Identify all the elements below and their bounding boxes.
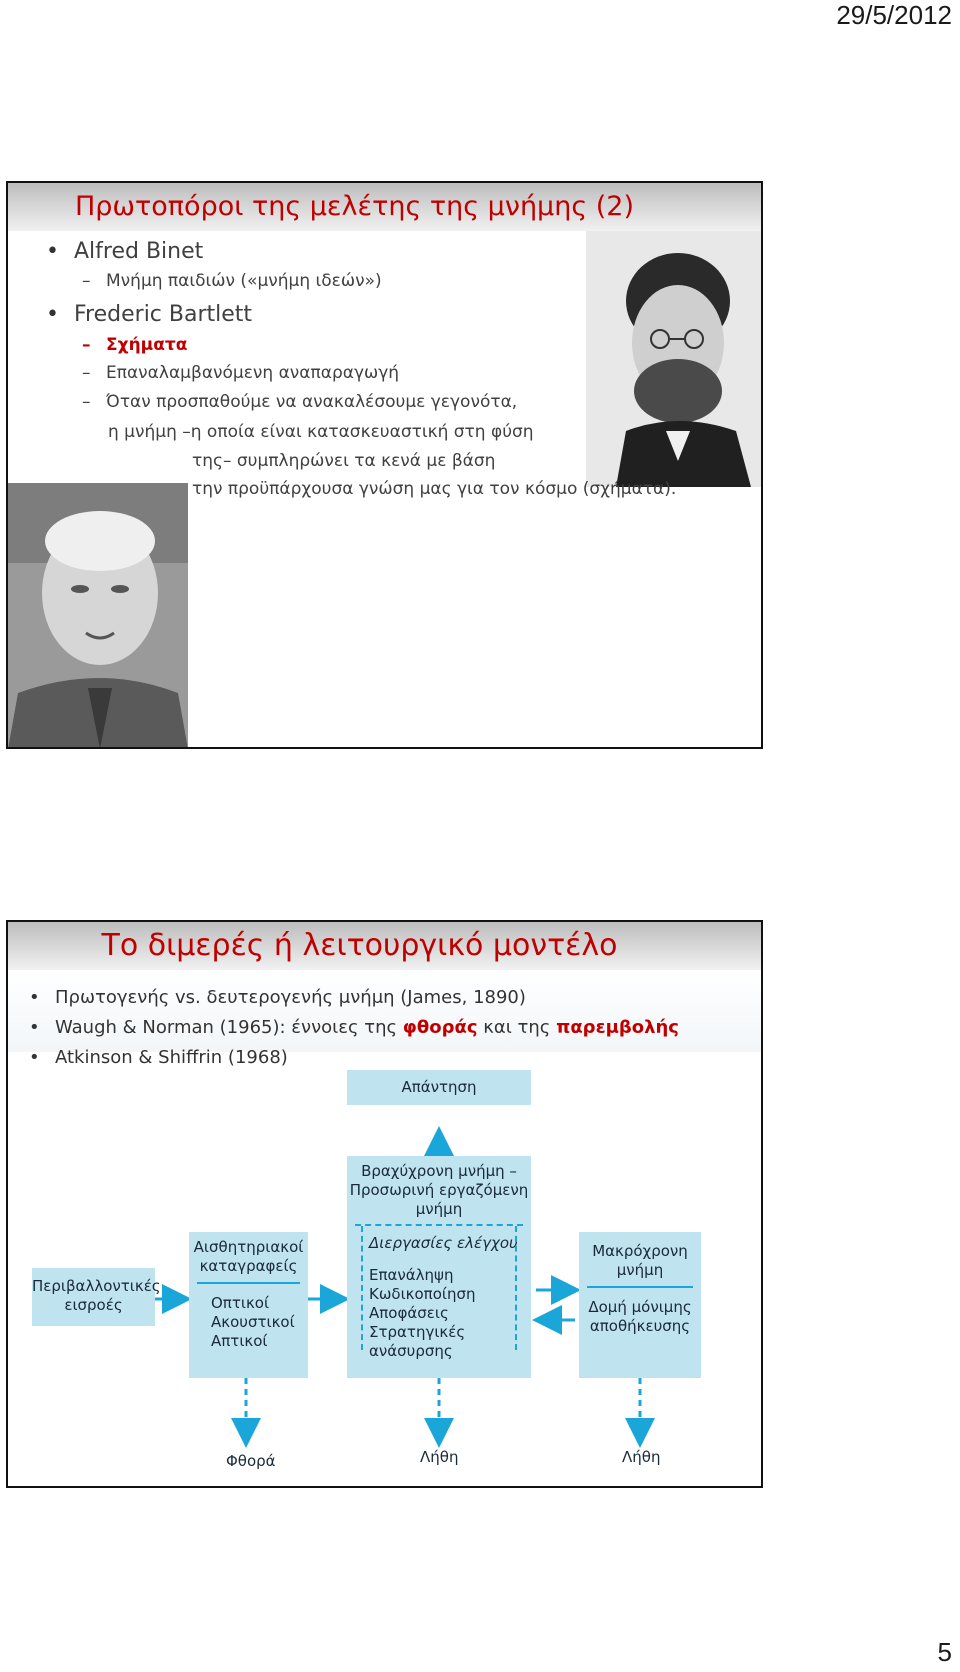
term-decay: φθοράς: [402, 1017, 478, 1038]
sensory-divider: [197, 1282, 300, 1284]
process-decisions: Αποφάσεις: [369, 1304, 449, 1322]
stm-label-2: Προσωρινή εργαζόμενη: [349, 1181, 529, 1199]
bullet-bartlett: • Frederic Bartlett: [46, 302, 253, 327]
response-box: Απάντηση: [347, 1070, 531, 1105]
page-number: 5: [937, 1637, 952, 1667]
sub-bartlett-repeated: – Επαναλαμβανόμενη αναπαραγωγή: [82, 363, 400, 383]
short-term-memory-box: [347, 1156, 531, 1378]
dash-icon: –: [82, 363, 91, 383]
bullet-dot-icon: •: [29, 1017, 40, 1038]
bullet-dot-icon: •: [46, 302, 59, 327]
environmental-inputs-box: Περιβαλλοντικές εισροές: [32, 1268, 155, 1326]
bullet-atkinson-shiffrin: • Atkinson & Shiffrin (1968): [29, 1047, 288, 1068]
slide-1-title: Πρωτοπόροι της μελέτης της μνήμης (2): [74, 191, 635, 222]
stm-label-1: Βραχύχρονη μνήμη –: [361, 1162, 517, 1180]
sub-binet-1: – Μνήμη παιδιών («μνήμη ιδεών»): [82, 271, 382, 291]
control-processes-label: Διεργασίες ελέγχου: [369, 1234, 518, 1252]
sub-bartlett-recall: – Όταν προσπαθούμε να ανακαλέσουμε γεγονότα,: [82, 392, 518, 412]
bullet-dot-icon: •: [29, 987, 40, 1008]
dash-icon: –: [82, 392, 91, 412]
sensory-registers-box: Αισθητηριακοί καταγραφείς Οπτικοί Ακουστικοί Απτικοί: [189, 1232, 308, 1378]
bullet-binet: • Alfred Binet: [46, 239, 204, 264]
continuation-line-1: η μνήμη –η οποία είναι κατασκευαστική στη φύση: [108, 422, 534, 442]
dash-icon: –: [82, 335, 91, 355]
continuation-line-2: της– συμπληρώνει τα κενά με βάση: [192, 451, 496, 471]
sensory-haptic: Απτικοί: [211, 1332, 268, 1350]
sensory-visual: Οπτικοί: [211, 1294, 270, 1312]
bullet-dot-icon: •: [46, 239, 59, 264]
bullet-waugh-norman: • Waugh & Norman (1965): έννοιες της φθοράς και της παρεμβολής: [29, 1017, 679, 1038]
slide-2: [6, 920, 763, 1488]
process-rehearsal: Επανάληψη: [369, 1266, 454, 1284]
ltm-divider: [587, 1286, 693, 1288]
bullet-james: • Πρωτογενής vs. δευτερογενής μνήμη (James, 1890): [29, 987, 526, 1008]
bartlett-portrait: [8, 483, 188, 749]
stm-dashed-border-right: [515, 1226, 517, 1350]
process-encoding: Κωδικοποίηση: [369, 1285, 476, 1303]
sensory-auditory: Ακουστικοί: [211, 1313, 295, 1331]
long-term-memory-box: Μακρόχρονη μνήμη Δομή μόνιμης αποθήκευσης: [579, 1232, 701, 1378]
stm-divider: [355, 1224, 523, 1226]
term-interference: παρεμβολής: [556, 1017, 679, 1038]
binet-portrait: [586, 231, 763, 487]
slide-2-title: Το διμερές ή λειτουργικό μοντέλο: [101, 928, 618, 963]
stm-label-3: μνήμη: [415, 1200, 463, 1218]
dash-icon: –: [82, 271, 91, 291]
continuation-line-3: την προϋπάρχουσα γνώση μας για τον κόσμο (σχήματα).: [192, 479, 677, 499]
decay-label: Φθορά: [226, 1452, 276, 1470]
slide-1: [6, 181, 763, 749]
process-retrieval: Στρατηγικές ανάσυρσης: [369, 1323, 466, 1360]
bullet-dot-icon: •: [29, 1047, 40, 1068]
forgetting-label-1: Λήθη: [420, 1448, 459, 1466]
stm-dashed-border-left: [361, 1226, 363, 1350]
sub-bartlett-schemata: – Σχήματα: [82, 335, 188, 355]
forgetting-label-2: Λήθη: [622, 1448, 661, 1466]
header-date: 29/5/2012: [836, 0, 952, 30]
